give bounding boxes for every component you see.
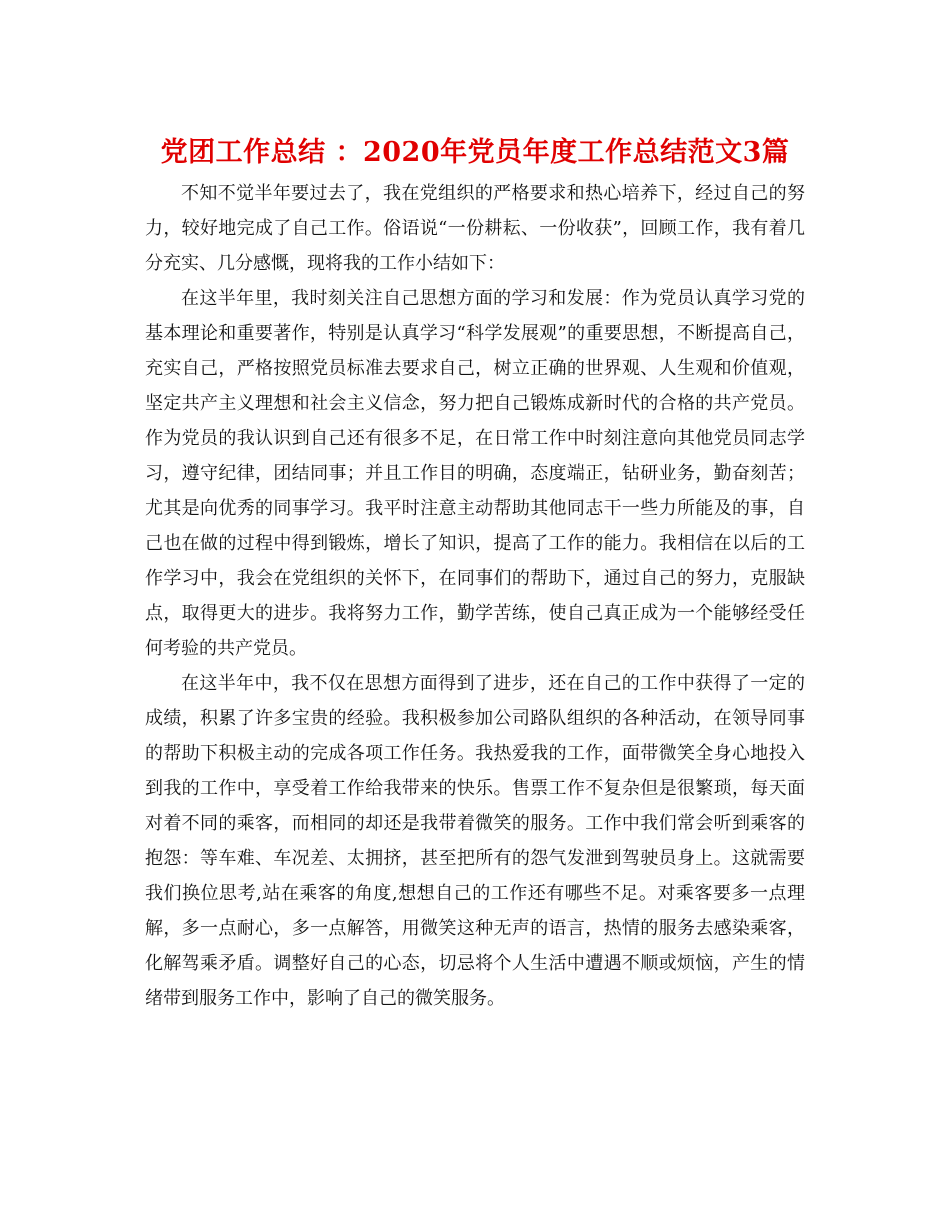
paragraph: 在这半年里，我时刻关注自己思想方面的学习和发展：作为党员认真学习党的基本理论和重要著作，特别是认真学习“科学发展观”的重要思想，不断提高自己，充实自己，严格按照党员标准去要求自己，树立正确的世界观、人生观和价值观，坚定共产主义理想和社会主义信念，努力把自己锻炼成新时代的合格的共产党员。作为党员的我认识到自己还有很多不足，在日常工作中时刻注意向其他党员同志学习，遵守纪律，团结同事；并且工作目的明确，态度端正，钻研业务，勤奋刻苦；尤其是向优秀的同事学习。我平时注意主动帮助其他同志干一些力所能及的事，自己也在做的过程中得到锻炼，增长了知识，提高了工作的能力。我相信在以后的工作学习中，我会在党组织的关怀下，在同事们的帮助下，通过自己的努力，克服缺点，取得更大的进步。我将努力工作，勤学苦练，使自己真正成为一个能够经受任何考验的共产党员。 [145, 288, 805, 659]
document-title: 党团工作总结 ：2020年党员年度工作总结范文3篇 [160, 137, 790, 168]
document-body [145, 176, 805, 1016]
paragraph: 在这半年中，我不仅在思想方面得到了进步，还在自己的工作中获得了一定的成绩，积累了许多宝贵的经验。我积极参加公司路队组织的各种活动，在领导同事的帮助下积极主动的完成各项工作任务。我热爱我的工作，面带微笑全身心地投入到我的工作中，享受着工作给我带来的快乐。售票工作不复杂但是很繁琐，每天面对着不同的乘客，而相同的却还是我带着微笑的服务。工作中我们常会听到乘客的抱怨：等车难、车况差、太拥挤，甚至把所有的怨气发泄到驾驶员身上。这就需要我们换位思考,站在乘客的角度,想想自己的工作还有哪些不足。对乘客要多一点理解，多一点耐心，多一点解答，用微笑这种无声的语言，热情的服务去感染乘客，化解驾乘矛盾。调整好自己的心态，切忌将个人生活中遭遇不顺或烦恼，产生的情绪带到服务工作中，影响了自己的微笑服务。 [145, 673, 805, 1009]
paragraph: 不知不觉半年要过去了，我在党组织的严格要求和热心培养下，经过自己的努力，较好地完成了自己工作。俗语说“一份耕耘、一份收获”，回顾工作，我有着几分充实、几分感慨，现将我的工作小结如下： [145, 183, 805, 274]
